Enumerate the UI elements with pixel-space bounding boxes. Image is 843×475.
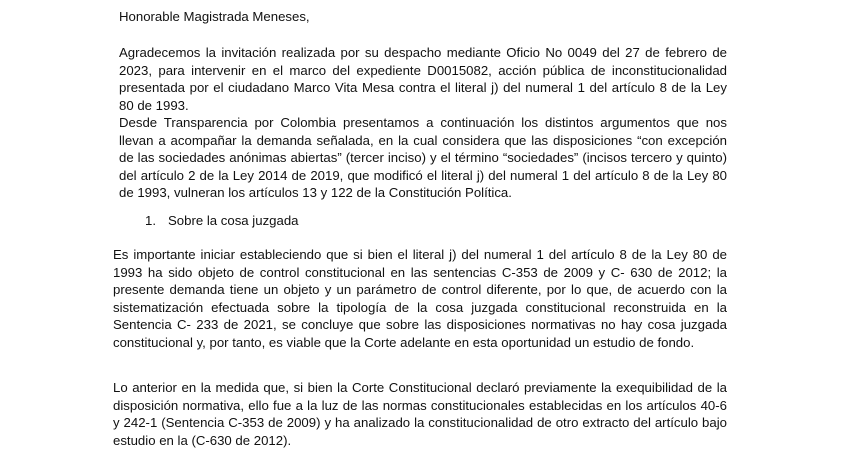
section-heading <box>145 212 299 230</box>
paragraph-exequibilidad: Lo anterior en la medida que, si bien la Corte Constitucional declaró previamente la exequibilidad de la disposición normativa, ello fue a la luz de las normas constitucionales establecidas en los artículos 40-6 y 242-1 (Sentencia C-353 de 2009) y ha analizado la constitucionalidad de otro extracto del artículo bajo estudio en la (C-630 de 2012). <box>113 380 727 448</box>
paragraph-cosa-juzgada: Es importante iniciar estableciendo que si bien el literal j) del numeral 1 del artículo 8 de la Ley 80 de 1993 ha sido objeto de control constitucional en las sentencias C-353 de 2009 y C- 630 de 2012; la presente demanda tiene un objeto y un parámetro de control diferente, por lo que, de acuerdo con la sistematización efectuada sobre la tipología de la cosa juzgada constitucional reconstruida en la Sentencia C- 233 de 2021, se concluye que sobre las disposiciones normativas no hay cosa juzgada constitucional y, por tanto, es viable que la Corte adelante en esta oportunidad un estudio de fondo. <box>113 247 727 350</box>
section-number: 1. <box>145 213 156 228</box>
paragraph-arguments: Desde Transparencia por Colombia presentamos a continuación los distintos argumentos que nos llevan a acompañar la demanda señalada, en la cual considera que las disposiciones “con excepción de las sociedades anónimas abiertas” (tercer inciso) y el término “sociedades” (incisos tercero y quinto) del artículo 2 de la Ley 2014 de 2019, que modificó el literal j) del numeral 1 del artículo 8 de la Ley 80 de 1993, vulneran los artículos 13 y 122 de la Constitución Política. <box>119 115 727 201</box>
salutation: Honorable Magistrada Meneses, <box>119 9 310 24</box>
section-title: Sobre la cosa juzgada <box>168 213 299 228</box>
paragraph-invitation: Agradecemos la invitación realizada por su despacho mediante Oficio No 0049 del 27 de febrero de 2023, para intervenir en el marco del expediente D0015082, acción pública de inconstitucionalidad presentada por el ciudadano Marco Vita Mesa contra el literal j) del numeral 1 del artículo 8 de la Ley 80 de 1993. <box>119 45 727 113</box>
